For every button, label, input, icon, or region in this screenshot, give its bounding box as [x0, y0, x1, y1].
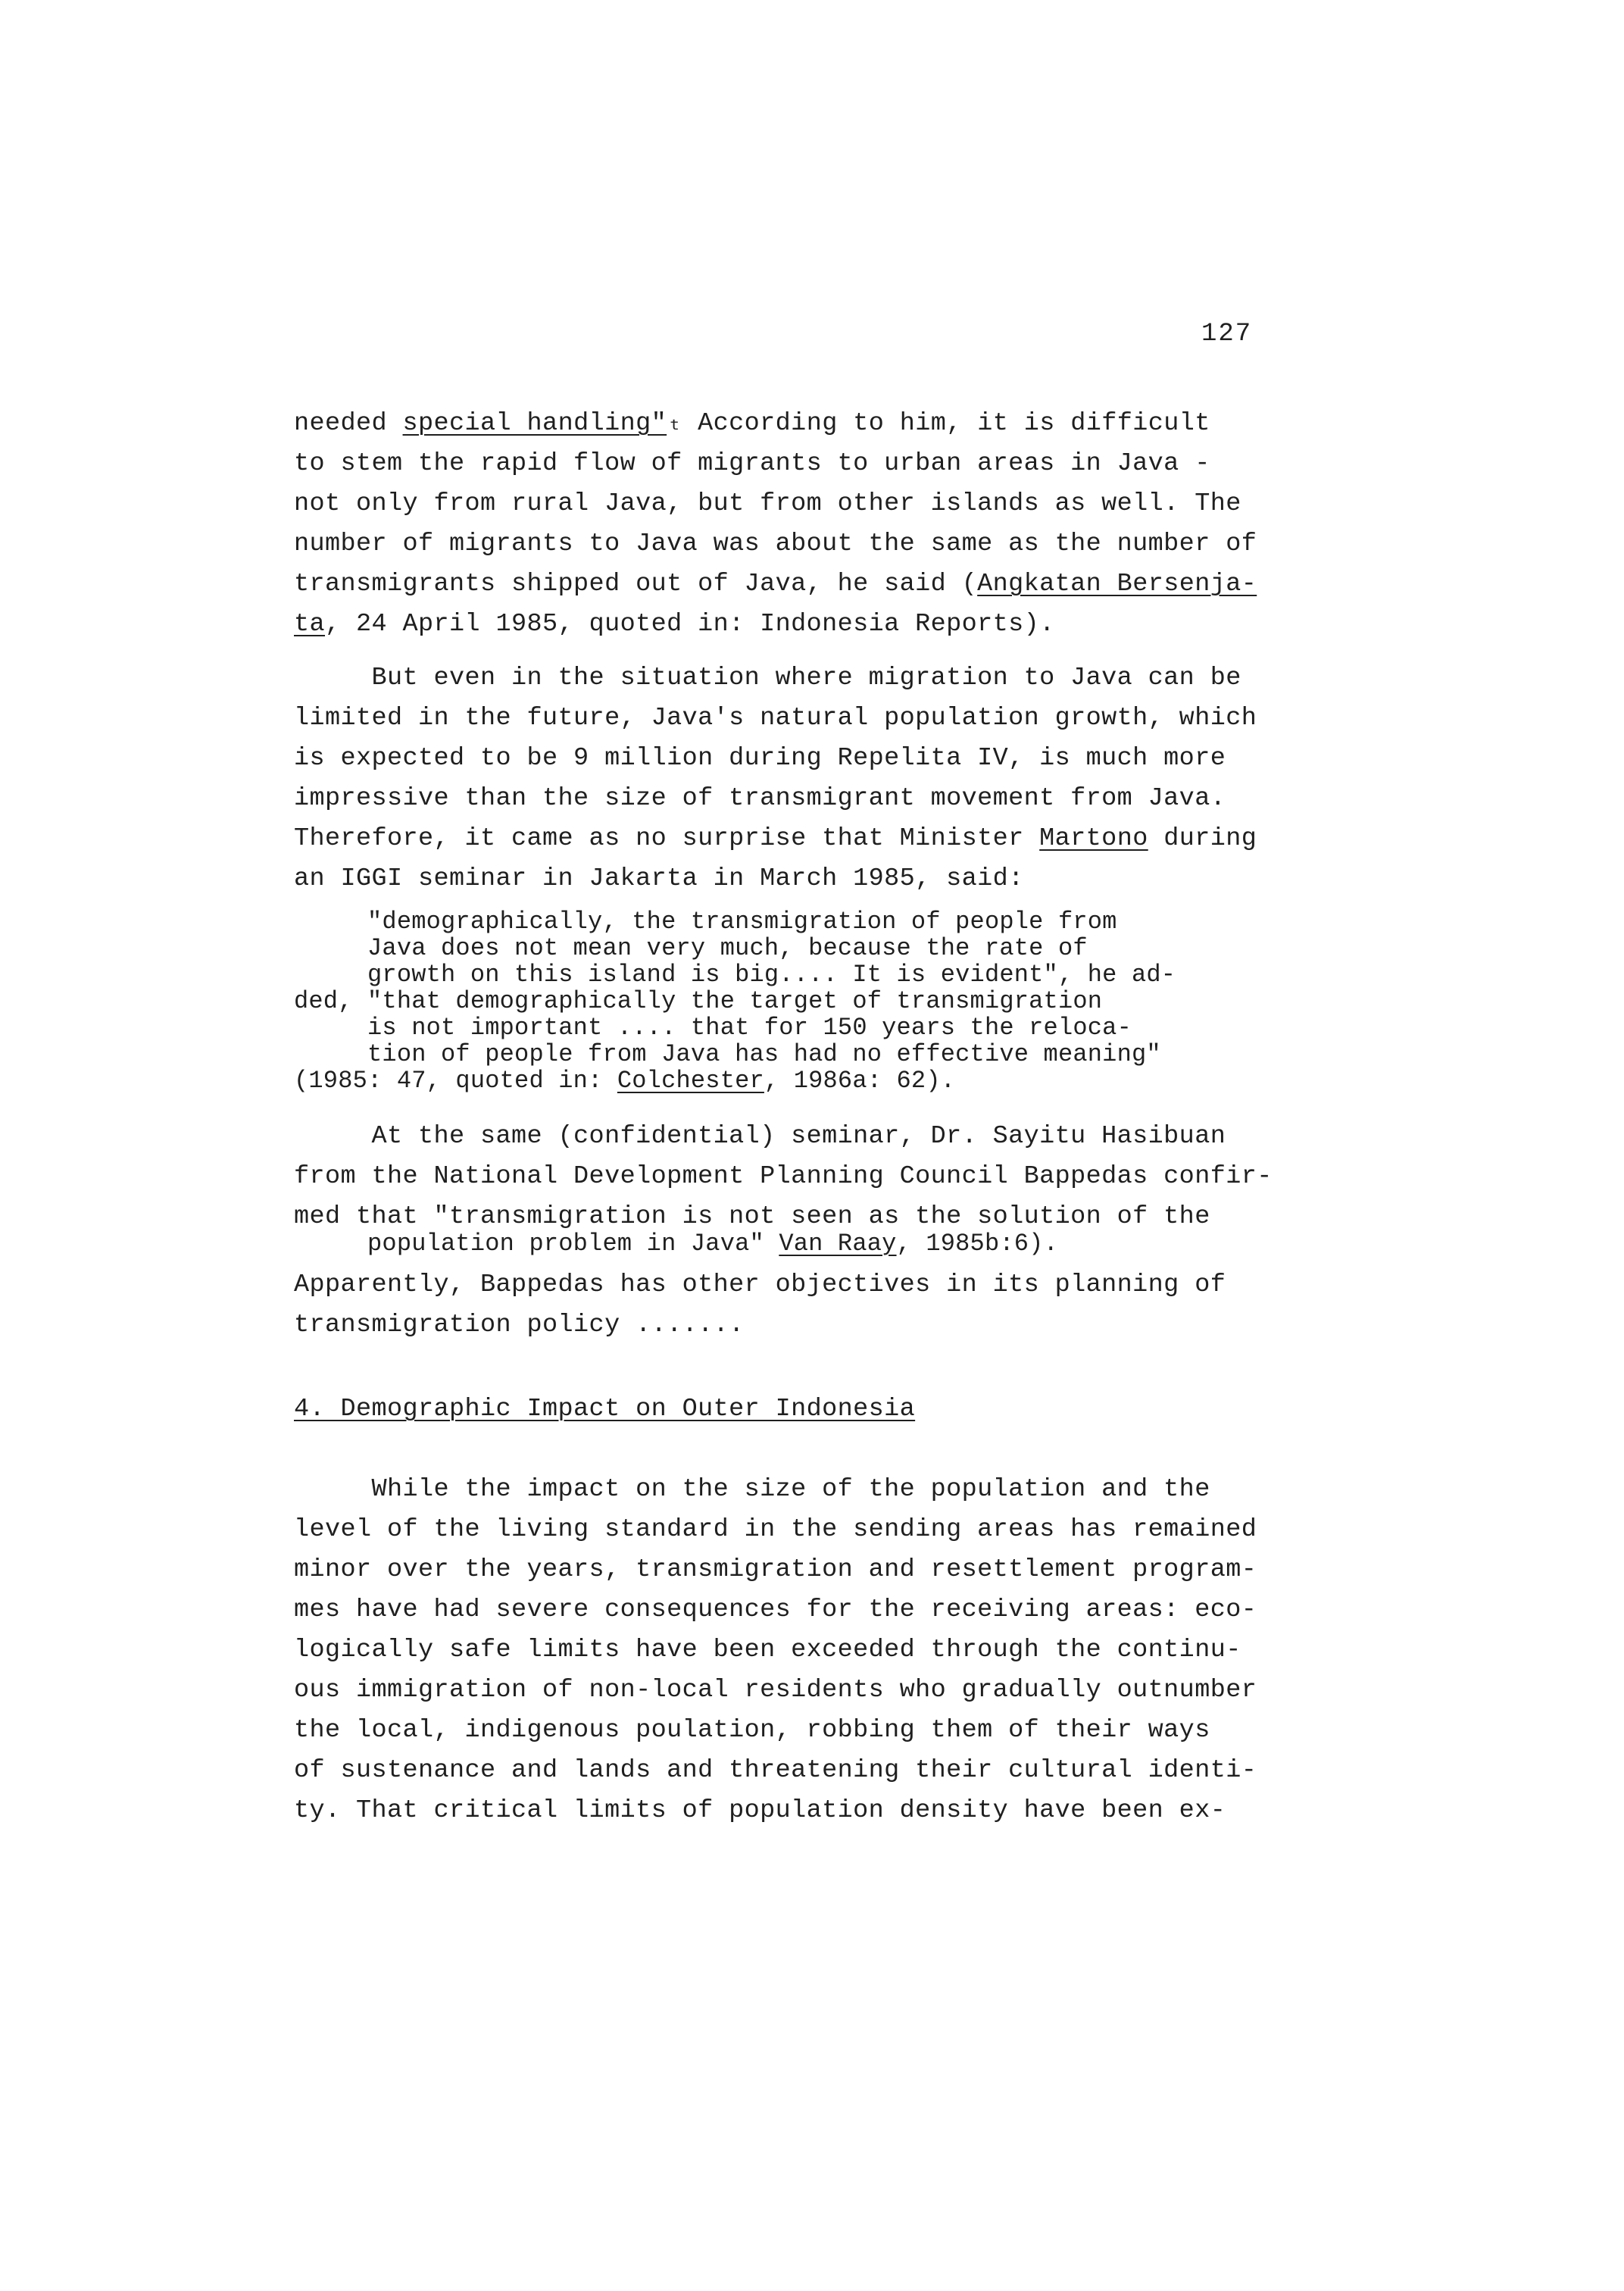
citation-link: Angkatan Bersenja-: [977, 570, 1257, 599]
text-line: the local, indigenous poulation, robbing them of their ways: [294, 1716, 1210, 1745]
text-line: an IGGI seminar in Jakarta in March 1985, said:: [294, 864, 1024, 893]
page-number: 127: [1201, 320, 1253, 348]
text-line: med that "transmigration is not seen as the solution of the: [294, 1202, 1210, 1231]
text-line: number of migrants to Java was about the same as the number of: [294, 530, 1257, 558]
text-line: While the impact on the size of the population and the: [294, 1475, 1210, 1504]
text-line: is not important .... that for 150 years the reloca-: [294, 1014, 1132, 1042]
text-line: But even in the situation where migration to Java can be: [294, 664, 1241, 692]
paragraph-3-insert: [294, 1230, 1347, 1257]
text-line: ded, "that demographically the target of transmigration: [294, 987, 1103, 1015]
text-line: ta, 24 April 1985, quoted in: Indonesia Reports).: [294, 610, 1055, 639]
text-line: "demographically, the transmigration of people from: [294, 908, 1117, 936]
text-line: needed special handling"ₜ According to him, it is difficult: [294, 409, 1210, 438]
text-line: transmigration policy .......: [294, 1311, 745, 1339]
paragraph-2: [294, 658, 1347, 899]
text-line: Java does not mean very much, because the rate of: [294, 934, 1088, 962]
text-line: impressive than the size of transmigrant movement from Java.: [294, 784, 1226, 813]
text-line: (1985: 47, quoted in: Colchester, 1986a: 62).: [294, 1067, 956, 1095]
text-line: is expected to be 9 million during Repelita IV, is much more: [294, 744, 1226, 773]
citation-link: Martono: [1039, 824, 1148, 853]
text-line: ous immigration of non-local residents who gradually outnumber: [294, 1676, 1257, 1705]
text-line: Apparently, Bappedas has other objectives in its planning of: [294, 1271, 1226, 1299]
citation-link: Van Raay: [779, 1230, 897, 1258]
text-line: Therefore, it came as no surprise that Minister Martono during: [294, 824, 1257, 853]
text-line: logically safe limits have been exceeded through the continu-: [294, 1636, 1241, 1664]
section-heading: [294, 1389, 1347, 1430]
text-line: growth on this island is big.... It is evident", he ad-: [294, 961, 1176, 989]
paragraph-1: [294, 404, 1347, 645]
text-line: tion of people from Java has had no effective meaning": [294, 1040, 1161, 1068]
text-line: from the National Development Planning Council Bappedas confir-: [294, 1162, 1273, 1191]
heading-text: 4. Demographic Impact on Outer Indonesia: [294, 1395, 916, 1424]
text-line: not only from rural Java, but from other islands as well. The: [294, 489, 1241, 518]
text-line: of sustenance and lands and threatening their cultural identi-: [294, 1756, 1257, 1785]
paragraph-3-end: [294, 1265, 1347, 1346]
citation-link: Colchester: [617, 1067, 764, 1095]
block-quote: [294, 908, 1347, 1094]
text-line: to stem the rapid flow of migrants to urban areas in Java -: [294, 449, 1210, 478]
paragraph-3: [294, 1117, 1347, 1237]
text-line: ty. That critical limits of population density have been ex-: [294, 1796, 1226, 1825]
text-line: limited in the future, Java's natural population growth, which: [294, 704, 1257, 733]
citation-link: ta: [294, 610, 326, 639]
paragraph-4: [294, 1470, 1347, 1831]
text-line: population problem in Java" Van Raay, 1985b:6).: [294, 1230, 1058, 1258]
text-line: minor over the years, transmigration and resettlement program-: [294, 1555, 1257, 1584]
text-line: level of the living standard in the sending areas has remained: [294, 1515, 1257, 1544]
text-line: At the same (confidential) seminar, Dr. Sayitu Hasibuan: [294, 1122, 1226, 1151]
text-line: transmigrants shipped out of Java, he said (Angkatan Bersenja-: [294, 570, 1257, 599]
text-line: mes have had severe consequences for the receiving areas: eco-: [294, 1596, 1257, 1624]
